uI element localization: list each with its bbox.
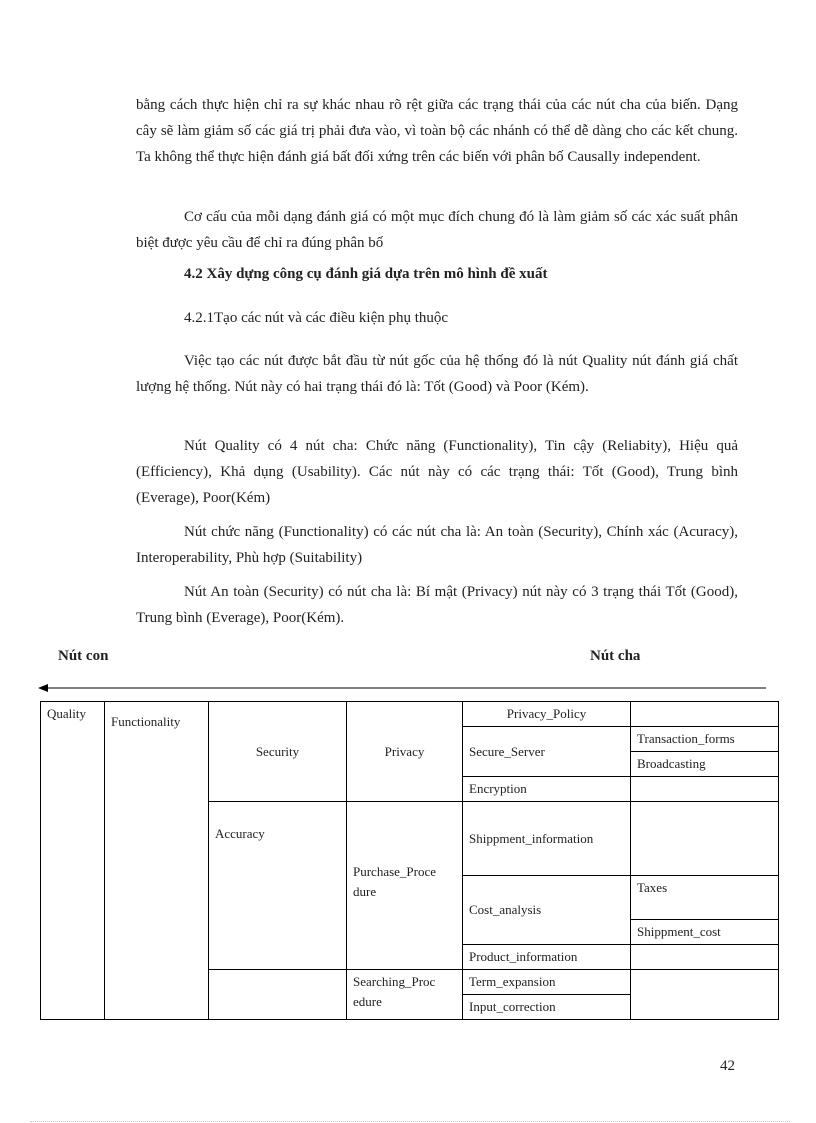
page-number: 42 — [720, 1058, 735, 1074]
direction-arrow-icon — [38, 682, 766, 694]
page-footer-divider — [30, 1121, 790, 1122]
paragraph-4: Nút Quality có 4 nút cha: Chức năng (Functionality), Tin cậy (Reliabity), Hiệu quả (Efficiency), Khả dụng (Usability). Các nút này có các trạng thái: Tốt (Good), Trung bình (Everage), Poor(Kém) — [136, 438, 738, 506]
paragraph-6: Nút An toàn (Security) có nút cha là: Bí mật (Privacy) nút này có 3 trạng thái Tốt (Good), Trung bình (Everage), Poor(Kém). — [136, 584, 738, 626]
cell-empty — [631, 802, 779, 876]
cell-quality: Quality — [41, 702, 105, 1020]
cell-shippment-cost: Shippment_cost — [631, 920, 779, 945]
cell-cost-analysis: Cost_analysis — [463, 876, 631, 945]
cell-product-information: Product_information — [463, 945, 631, 970]
cell-encryption: Encryption — [463, 777, 631, 802]
parent-node-label: Nút cha — [590, 648, 641, 664]
child-node-label: Nút con — [58, 648, 109, 664]
paragraph-5: Nút chức năng (Functionality) có các nút cha là: An toàn (Security), Chính xác (Acuracy), Interoperability, Phù hợp (Suitability) — [136, 524, 738, 566]
cell-taxes: Taxes — [631, 876, 779, 920]
cell-purchase-procedure: Purchase_Proce dure — [347, 802, 463, 970]
cell-broadcasting: Broadcasting — [631, 752, 779, 777]
cell-empty — [631, 945, 779, 970]
cell-empty — [209, 970, 347, 1020]
paragraph-3: Việc tạo các nút được bắt đầu từ nút gốc của hệ thống đó là nút Quality nút đánh giá chất lượng hệ thống. Nút này có hai trạng thái đó là: Tốt (Good) và Poor (Kém). — [136, 353, 738, 395]
cell-security: Security — [209, 702, 347, 802]
cell-empty — [631, 702, 779, 727]
cell-functionality: Functionality — [105, 702, 209, 1020]
section-heading: 4.2 Xây dựng công cụ đánh giá dựa trên mô hình đề xuất — [184, 266, 548, 282]
subsection-heading: 4.2.1Tạo các nút và các điều kiện phụ thuộc — [184, 310, 449, 326]
cell-empty — [631, 777, 779, 802]
node-table — [40, 701, 779, 1020]
paragraph-1: bằng cách thực hiện chỉ ra sự khác nhau rõ rệt giữa các trạng thái của các nút cha của biến. Dạng cây sẽ làm giảm số các giá trị phải đưa vào, vì toàn bộ các nhánh có thể dễ dàng cho các kết chung. Ta không thể thực hiện đánh giá bất đối xứng trên các biến với phân bố Causally independent. — [136, 97, 738, 165]
cell-term-expansion: Term_expansion — [463, 970, 631, 995]
cell-privacy: Privacy — [347, 702, 463, 802]
cell-shippment-information: Shippment_information — [463, 802, 631, 876]
cell-empty — [631, 970, 779, 1020]
cell-input-correction: Input_correction — [463, 995, 631, 1020]
cell-searching-procedure: Searching_Proc edure — [347, 970, 463, 1020]
cell-accuracy: Accuracy — [209, 802, 347, 970]
paragraph-2: Cơ cấu của mỗi dạng đánh giá có một mục đích chung đó là làm giảm số các xác suất phân biệt được yêu cầu để chỉ ra đúng phân bố — [136, 209, 738, 251]
cell-secure-server: Secure_Server — [463, 727, 631, 777]
cell-transaction-forms: Transaction_forms — [631, 727, 779, 752]
cell-privacy-policy: Privacy_Policy — [463, 702, 631, 727]
